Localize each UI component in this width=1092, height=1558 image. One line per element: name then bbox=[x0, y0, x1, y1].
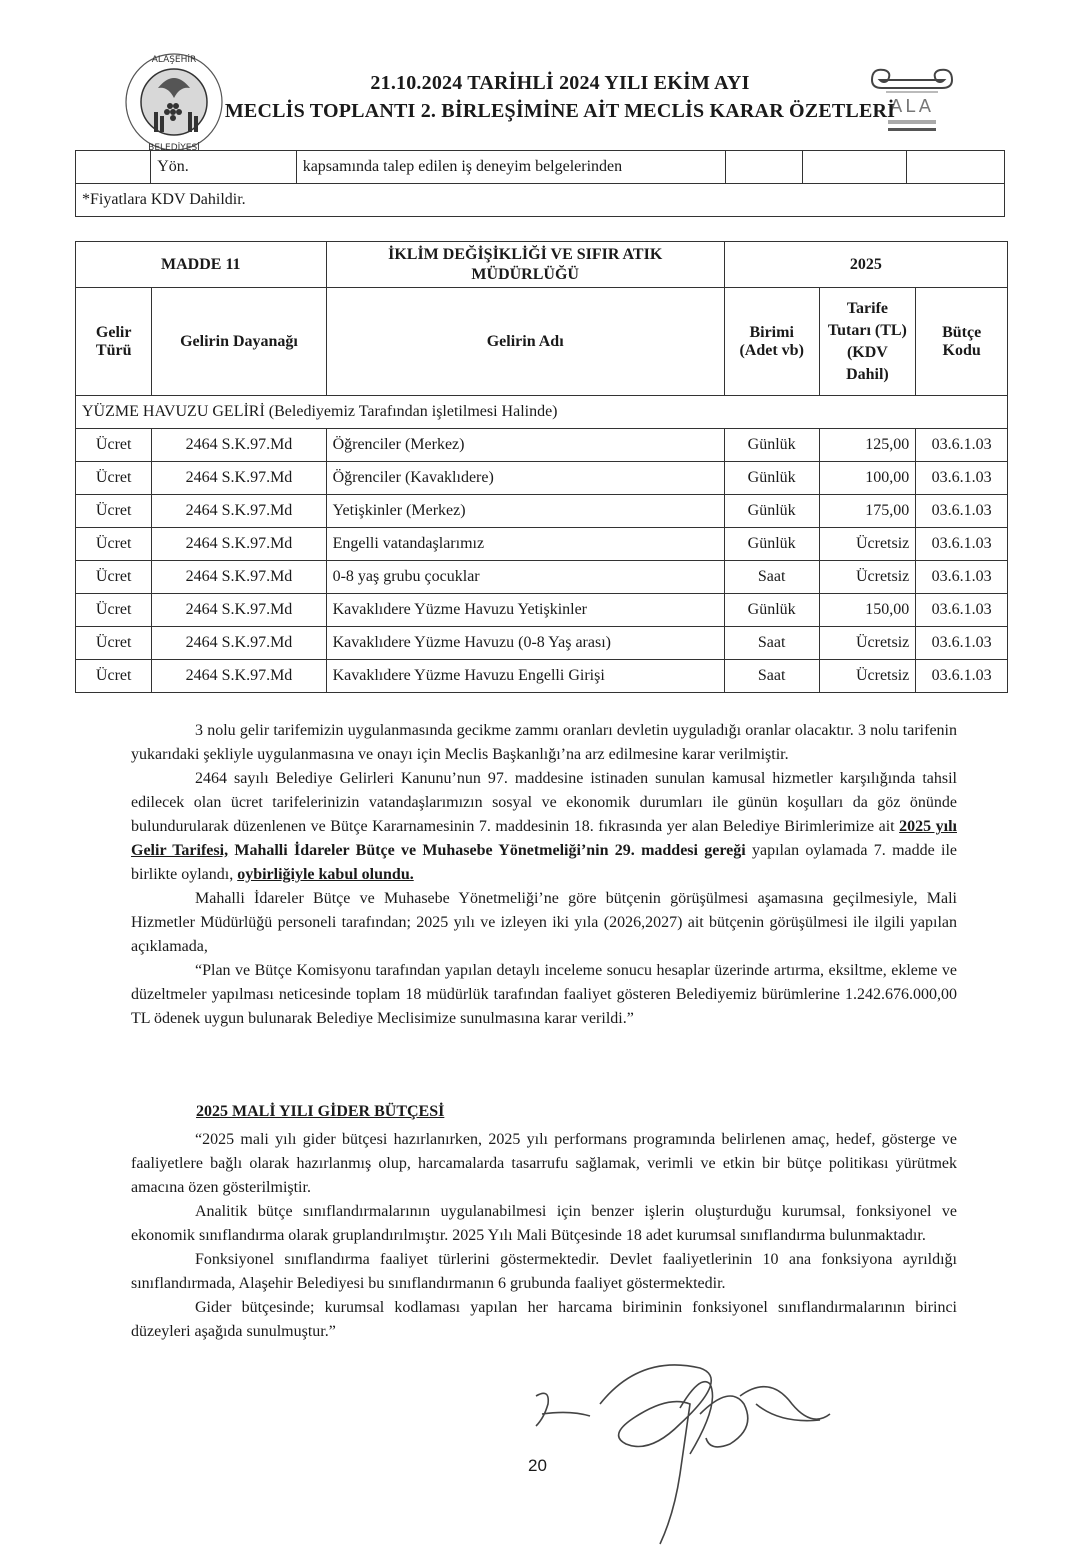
col-header-birimi: Birimi (Adet vb) bbox=[724, 288, 819, 396]
col-header-gelir-turu: Gelir Türü bbox=[76, 288, 152, 396]
cell-gelir-turu: Ücret bbox=[76, 462, 152, 495]
cell-dayanak: 2464 S.K.97.Md bbox=[152, 495, 326, 528]
paragraph bbox=[131, 767, 957, 887]
cell-gelir-turu: Ücret bbox=[76, 660, 152, 693]
cell-dayanak: 2464 S.K.97.Md bbox=[152, 594, 326, 627]
col-header-dayanak: Gelirin Dayanağı bbox=[152, 288, 326, 396]
cell-dayanak: 2464 S.K.97.Md bbox=[152, 561, 326, 594]
section-title: YÜZME HAVUZU GELİRİ (Belediyemiz Tarafından işletilmesi Halinde) bbox=[76, 396, 1008, 429]
vat-note: *Fiyatlara KDV Dahildir. bbox=[76, 184, 1005, 217]
budget-text bbox=[131, 1128, 957, 1344]
col-header-butce: Bütçe Kodu bbox=[916, 288, 1008, 396]
emphasized-text: 2025 yılı Gelir Tarifesi, bbox=[131, 818, 957, 859]
cell-butce-kodu: 03.6.1.03 bbox=[916, 429, 1008, 462]
cell-dayanak: 2464 S.K.97.Md bbox=[152, 528, 326, 561]
emphasized-text: Mahalli İdareler Bütçe ve Muhasebe Yönetmeliği’nin 29. maddesi gereği bbox=[228, 842, 746, 859]
cell-dayanak: 2464 S.K.97.Md bbox=[152, 660, 326, 693]
cell-dayanak: 2464 S.K.97.Md bbox=[152, 429, 326, 462]
resolution-text bbox=[131, 719, 957, 1031]
paragraph: “2025 mali yılı gider bütçesi hazırlanırken, 2025 yılı performans programında belirlenen amaç, hedef, gösterge ve faaliyetlere bağlı olarak hazırlanmış olup, harcamalarda tasarrufu sağlamak, verimli ve etkin bir bütçe politikası yürütmek amacına özen gösterilmiştir. bbox=[131, 1131, 957, 1196]
cell-birim: Günlük bbox=[724, 528, 819, 561]
cell-birim: Günlük bbox=[724, 429, 819, 462]
cell-birim: Saat bbox=[724, 627, 819, 660]
cell-adi: Kavaklıdere Yüzme Havuzu (0-8 Yaş arası) bbox=[326, 627, 724, 660]
madde-label: MADDE 11 bbox=[76, 242, 327, 288]
paragraph: Gider bütçesinde; kurumsal kodlaması yapılan her harcama biriminin fonksiyonel sınıflandırmalarının birinci düzeyleri aşağıda sunulmuştur.” bbox=[131, 1299, 957, 1340]
cell-butce-kodu: 03.6.1.03 bbox=[916, 660, 1008, 693]
cell-butce-kodu: 03.6.1.03 bbox=[916, 627, 1008, 660]
cell-dayanak: 2464 S.K.97.Md bbox=[152, 462, 326, 495]
cell-tutar: 125,00 bbox=[819, 429, 916, 462]
cell-tutar: Ücretsiz bbox=[819, 660, 916, 693]
cell-butce-kodu: 03.6.1.03 bbox=[916, 561, 1008, 594]
svg-text:BELEDİYESİ: BELEDİYESİ bbox=[148, 143, 200, 153]
cell-birim: Saat bbox=[724, 660, 819, 693]
cell-dayanak: 2464 S.K.97.Md bbox=[152, 627, 326, 660]
cell-adi: Engelli vatandaşlarımız bbox=[326, 528, 724, 561]
table-body bbox=[76, 429, 1008, 693]
cell-tutar: Ücretsiz bbox=[819, 561, 916, 594]
col-header-adi: Gelirin Adı bbox=[326, 288, 724, 396]
cell-adi: Kavaklıdere Yüzme Havuzu Engelli Girişi bbox=[326, 660, 724, 693]
section-heading: 2025 MALİ YILI GİDER BÜTÇESİ bbox=[196, 1103, 445, 1120]
cell-butce-kodu: 03.6.1.03 bbox=[916, 528, 1008, 561]
table-cell: kapsamında talep edilen iş deneyim belgelerinden bbox=[296, 151, 725, 184]
paragraph: Fonksiyonel sınıflandırma faaliyet türlerini göstermektedir. Devlet faaliyetlerinin 10 ana fonksiyona ayrıldığı sınıflandırmada, Alaşehir Belediyesi bu sınıflandırmanın 6 grubunda faaliyet göstermektedir. bbox=[131, 1251, 957, 1292]
paragraph: 3 nolu gelir tarifemizin uygulanmasında gecikme zammı oranları devletin uyguladığı oranlar olacaktır. 3 nolu tarifenin yukarıdaki şekliyle uygulanmasına ve onayı için Meclis Başkanlığı’na arz edilmesine karar verilmiştir. bbox=[131, 722, 957, 763]
cell-butce-kodu: 03.6.1.03 bbox=[916, 594, 1008, 627]
cell-adi: 0-8 yaş grubu çocuklar bbox=[326, 561, 724, 594]
table-row bbox=[76, 462, 1008, 495]
decision-text: oybirliğiyle kabul olundu. bbox=[237, 866, 414, 883]
cell-tutar: 100,00 bbox=[819, 462, 916, 495]
cell-birim: Günlük bbox=[724, 495, 819, 528]
col-header-tarife: Tarife Tutarı (TL) (KDV Dahil) bbox=[819, 288, 916, 396]
table-row bbox=[76, 495, 1008, 528]
header-title-line1: 21.10.2024 TARİHLİ 2024 YILI EKİM AYI bbox=[370, 72, 750, 94]
cell-tutar: Ücretsiz bbox=[819, 627, 916, 660]
cell-gelir-turu: Ücret bbox=[76, 495, 152, 528]
cell-gelir-turu: Ücret bbox=[76, 429, 152, 462]
cell-tutar: 175,00 bbox=[819, 495, 916, 528]
paragraph: Analitik bütçe sınıflandırmalarının uygulanabilmesi için benzer işlerin oluşturduğu kurumsal, fonksiyonel ve ekonomik sınıflandırma olarak gruplandırılmıştır. 2025 Yılı Mali Bütçesinde 18 adet kurumsal sınıflandırma bulunmaktadır. bbox=[131, 1203, 957, 1244]
cell-gelir-turu: Ücret bbox=[76, 528, 152, 561]
table-row bbox=[76, 594, 1008, 627]
cell-adi: Öğrenciler (Kavaklıdere) bbox=[326, 462, 724, 495]
cell-butce-kodu: 03.6.1.03 bbox=[916, 462, 1008, 495]
svg-text:ALA: ALA bbox=[889, 96, 935, 117]
text-span: yapılan oylamada 7. madde ile birlikte oylandı, bbox=[131, 842, 957, 883]
header-title-line2: MECLİS TOPLANTI 2. BİRLEŞİMİNE AİT MECLİS KARAR ÖZETLERİ bbox=[224, 100, 896, 122]
page-number: 20 bbox=[528, 1456, 547, 1475]
table-row bbox=[76, 561, 1008, 594]
cell-gelir-turu: Ücret bbox=[76, 594, 152, 627]
cell-adi: Kavaklıdere Yüzme Havuzu Yetişkinler bbox=[326, 594, 724, 627]
text-span: 2464 sayılı Belediye Gelirleri Kanunu’nun 97. maddesine istinaden sunulan kamusal hizmetler karşılığında tahsil edilecek olan ücret tarifelerinizin vatandaşlarımızın sosyal ve ekonomik durumları ile günün koşulları da göz önünde bulundurularak düzenlenen ve Bütçe Kararnamesinin 7. maddesinin 18. fıkrasında yer alan Belediye Birimlerimize ait bbox=[131, 770, 957, 835]
cell-birim: Günlük bbox=[724, 594, 819, 627]
cell-tutar: Ücretsiz bbox=[819, 528, 916, 561]
table-row bbox=[76, 429, 1008, 462]
paragraph: “Plan ve Bütçe Komisyonu tarafından yapılan detaylı inceleme sonucu hesaplar üzerinde artırma, eksiltme, ekleme ve düzeltmeler yapılması neticesinde toplam 18 müdürlük tarafından faaliyet gösteren Belediyemiz bürümlerine 1.242.676.000,00 TL ödenek uygun bulunarak Belediye Meclisimize sunulmasına karar verildi.” bbox=[131, 962, 957, 1027]
svg-text:ALAŞEHİR: ALAŞEHİR bbox=[151, 55, 197, 65]
table-cell: Yön. bbox=[151, 151, 296, 184]
cell-birim: Günlük bbox=[724, 462, 819, 495]
table-row bbox=[76, 528, 1008, 561]
cell-tutar: 150,00 bbox=[819, 594, 916, 627]
table-row bbox=[76, 660, 1008, 693]
tariff-table bbox=[75, 241, 1008, 693]
table-row bbox=[76, 627, 1008, 660]
handwritten-signature bbox=[530, 1344, 860, 1558]
table-cell bbox=[906, 151, 1004, 184]
unit-name: İKLİM DEĞİŞİKLİĞİ VE SIFIR ATIK MÜDÜRLÜĞÜ bbox=[326, 242, 724, 288]
cell-adi: Öğrenciler (Merkez) bbox=[326, 429, 724, 462]
year-label: 2025 bbox=[724, 242, 1007, 288]
cell-butce-kodu: 03.6.1.03 bbox=[916, 495, 1008, 528]
previous-table-continuation bbox=[75, 150, 1005, 217]
paragraph: Mahalli İdareler Bütçe ve Muhasebe Yönetmeliği’ne göre bütçenin görüşülmesi aşamasına geçilmesiyle, Mali Hizmetler Müdürlüğü personeli tarafından; 2025 yılı ve izleyen iki yıla (2026,2027) ait bütçenin görüşülmesi ile ilgili yapılan açıklamada, bbox=[131, 890, 957, 955]
cell-gelir-turu: Ücret bbox=[76, 627, 152, 660]
table-cell bbox=[726, 151, 803, 184]
cell-gelir-turu: Ücret bbox=[76, 561, 152, 594]
table-cell bbox=[803, 151, 906, 184]
table-cell bbox=[76, 151, 151, 184]
cell-birim: Saat bbox=[724, 561, 819, 594]
cell-adi: Yetişkinler (Merkez) bbox=[326, 495, 724, 528]
